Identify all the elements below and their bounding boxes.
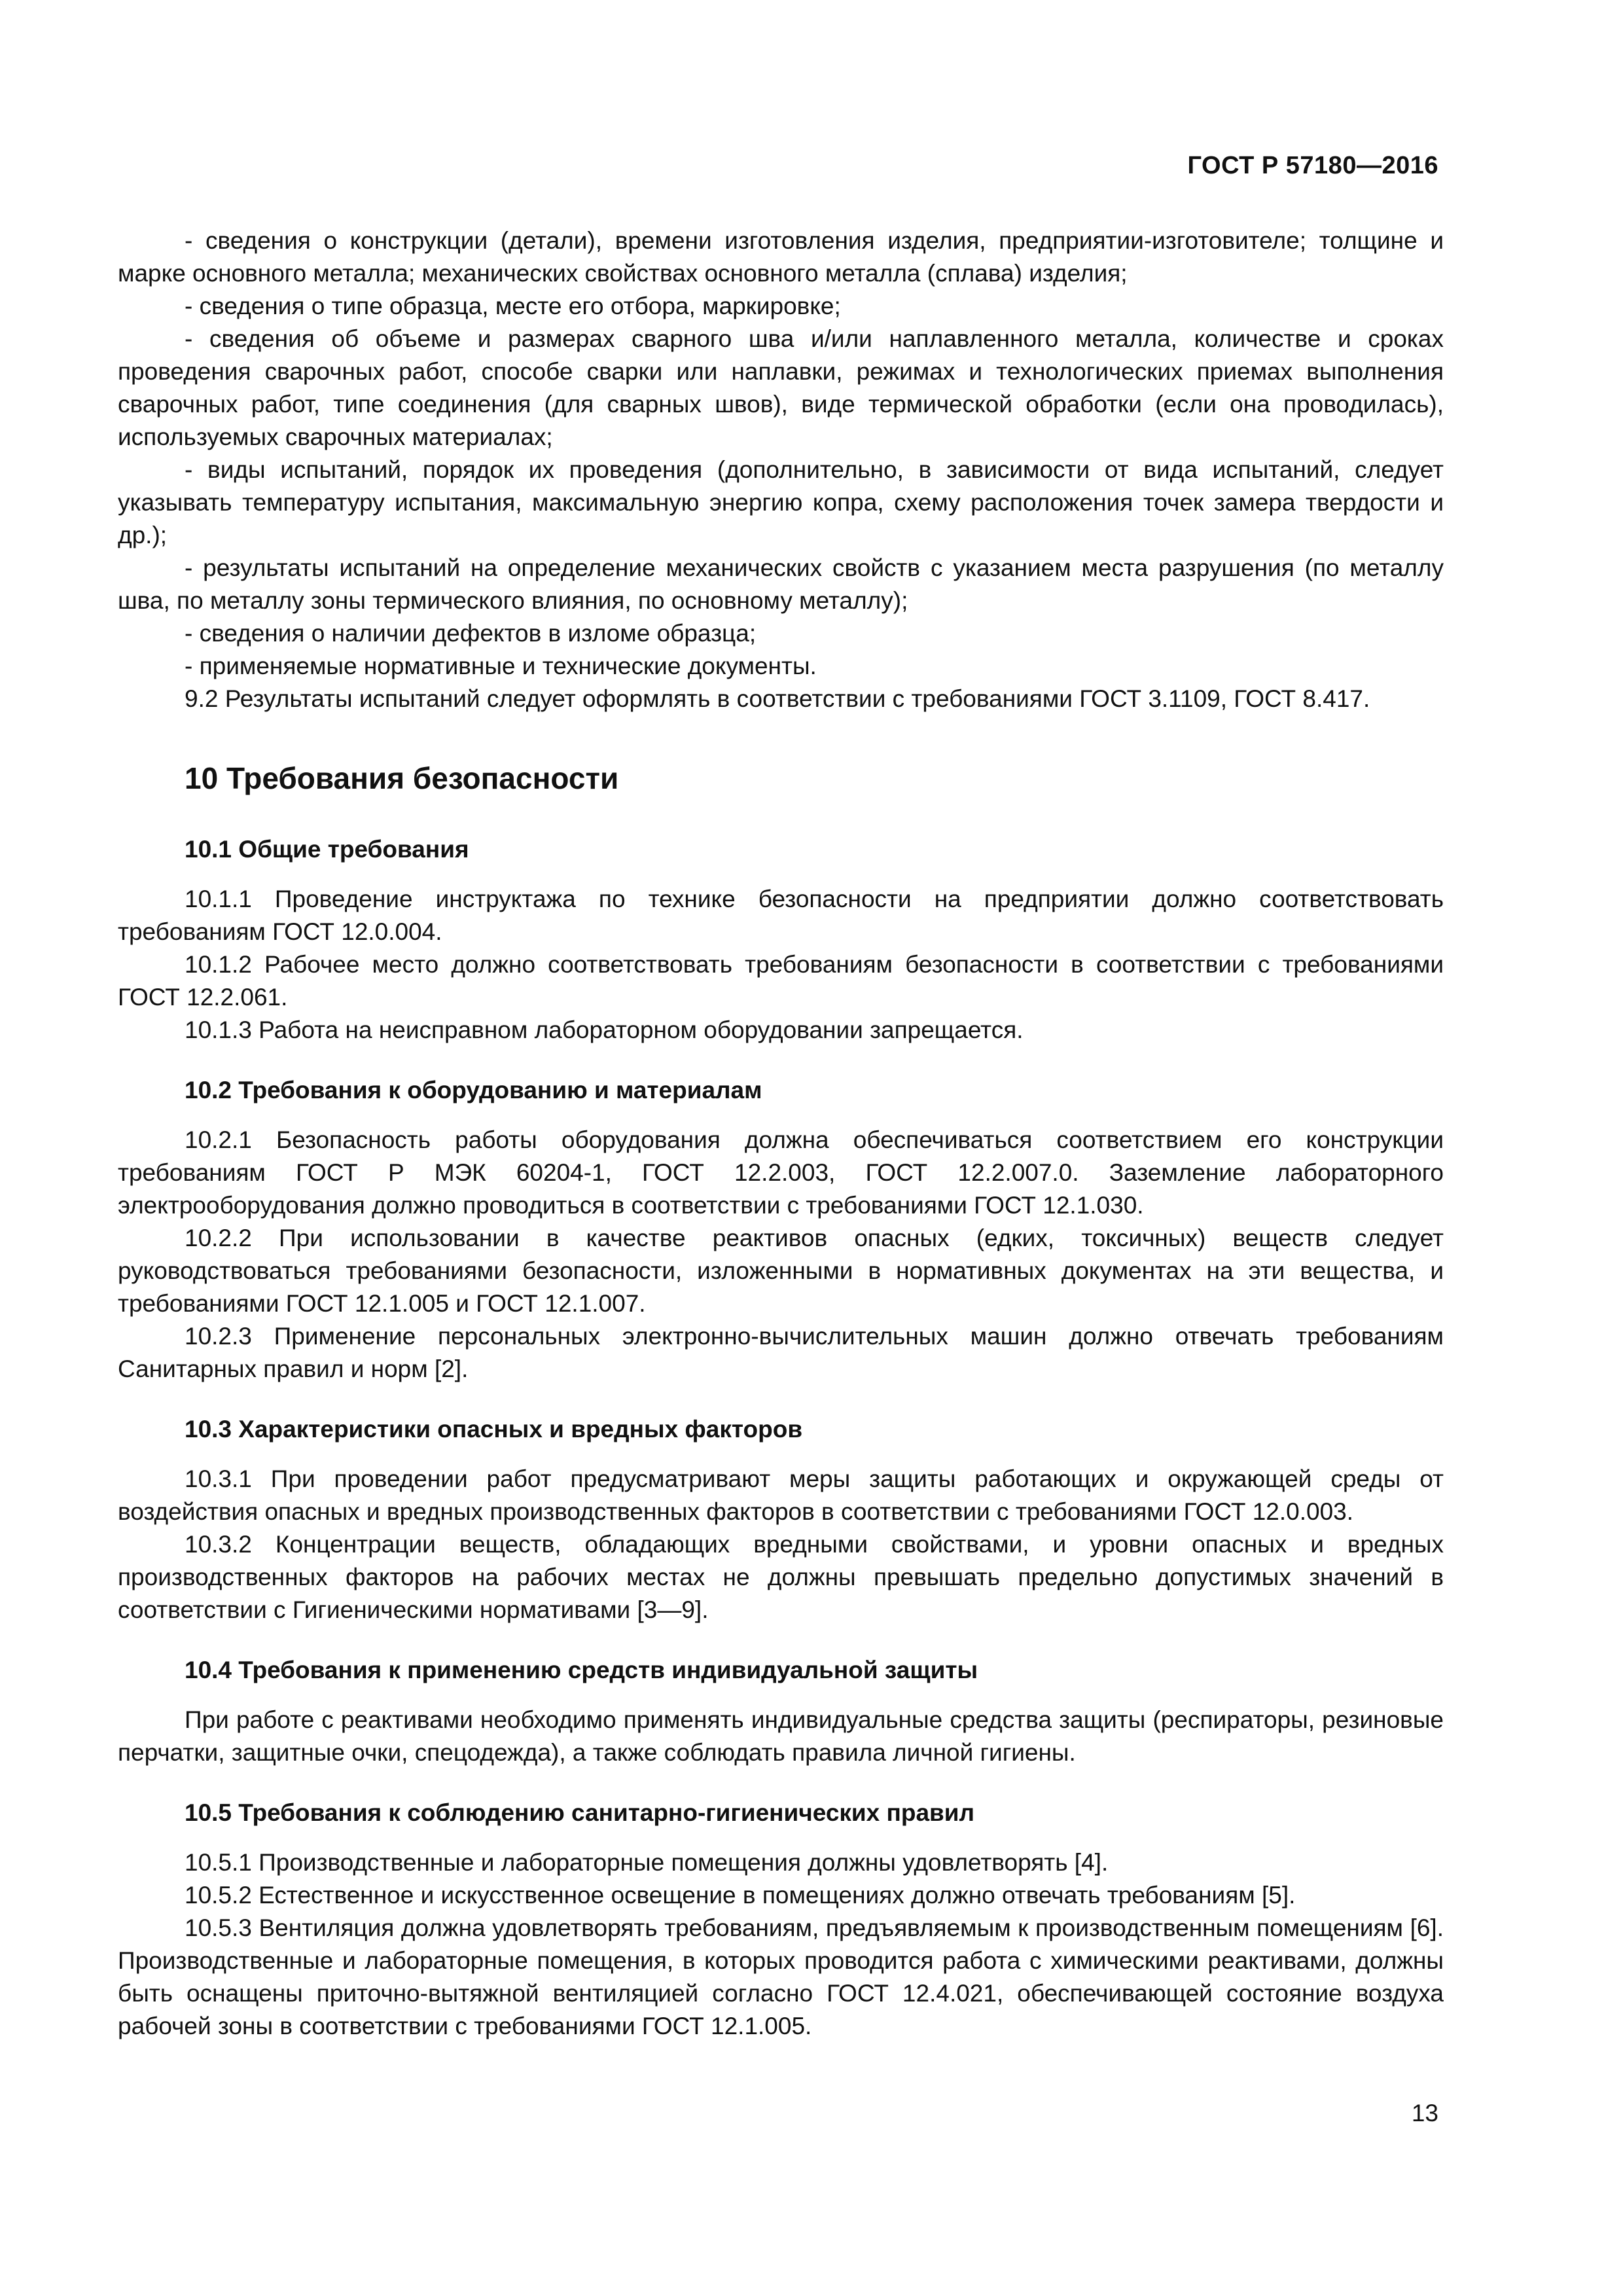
list-item: - результаты испытаний на определение механических свойств с указанием места разрушения (по металлу шва, по металлу зоны термического влияния, по основному металлу); — [118, 554, 1444, 614]
subsection-heading: 10.3 Характеристики опасных и вредных факторов — [185, 1416, 803, 1443]
list-item: - сведения о наличии дефектов в изломе образца; — [185, 620, 757, 647]
page-number: 13 — [1411, 2100, 1438, 2126]
subsection-heading: 10.5 Требования к соблюдению санитарно-гигиенических правил — [185, 1799, 975, 1826]
list-item: - применяемые нормативные и технические документы. — [185, 653, 817, 679]
paragraph: 10.1.3 Работа на неисправном лабораторном оборудовании запрещается. — [185, 1016, 1024, 1043]
paragraph: 10.5.1 Производственные и лабораторные помещения должны удовлетворять [4]. — [185, 1849, 1109, 1876]
paragraph: 10.5.3 Вентиляция должна удовлетворять требованиям, предъявляемым к производственным помещениям [6]. Производственные и лабораторные помещения, в которых проводится работа с химическими реактивами, должны быть оснащены приточно-вытяжной вентиляцией согласно ГОСТ 12.4.021, обеспечивающей состояние воздуха рабочей зоны в соответствии с требованиями ГОСТ 12.1.005. — [118, 1914, 1444, 2039]
list-item: - сведения об объеме и размерах сварного шва и/или наплавленного металла, количестве и сроках проведения сварочных работ, способе сварки или наплавки, режимах и технологических приемах выполнения сварочных работ, типе соединения (для сварных швов), виде термической обработки (если она проводилась), используемых сварочных материалах; — [118, 325, 1444, 450]
list-item: - сведения о конструкции (детали), времени изготовления изделия, предприятии-изготовителе; толщине и марке основного металла; механических свойствах основного металла (сплава) изделия; — [118, 227, 1444, 287]
paragraph: 10.2.1 Безопасность работы оборудования должна обеспечиваться соответствием его конструкции требованиям ГОСТ Р МЭК 60204-1, ГОСТ 12.2.003, ГОСТ 12.2.007.0. Заземление лабораторного электрооборудования должно проводиться в соответствии с требованиями ГОСТ 12.1.030. — [118, 1126, 1444, 1219]
paragraph: 10.2.3 Применение персональных электронно-вычислительных машин должно отвечать требованиям Санитарных правил и норм [2]. — [118, 1323, 1444, 1382]
page-content — [118, 224, 1444, 2043]
section-heading: 10 Требования безопасности — [185, 761, 619, 795]
subsection-heading: 10.2 Требования к оборудованию и материалам — [185, 1077, 762, 1103]
subsection-heading: 10.4 Требования к применению средств индивидуальной защиты — [185, 1657, 978, 1683]
paragraph: 10.3.1 При проведении работ предусматривают меры защиты работающих и окружающей среды от воздействия опасных и вредных производственных факторов в соответствии с требованиями ГОСТ 12.0.003. — [118, 1465, 1444, 1525]
clause-9-2: 9.2 Результаты испытаний следует оформлять в соответствии с требованиями ГОСТ 3.1109, ГОСТ 8.417. — [185, 685, 1370, 712]
paragraph: 10.3.2 Концентрации веществ, обладающих вредными свойствами, и уровни опасных и вредных производственных факторов на рабочих местах не должны превышать предельно допустимых значений в соответствии с Гигиеническими нормативами [3—9]. — [118, 1531, 1444, 1623]
paragraph: 10.2.2 При использовании в качестве реактивов опасных (едких, токсичных) веществ следует руководствоваться требованиями безопасности, изложенными в нормативных документах на эти вещества, и требованиями ГОСТ 12.1.005 и ГОСТ 12.1.007. — [118, 1225, 1444, 1317]
subsection-heading: 10.1 Общие требования — [185, 836, 469, 863]
paragraph: 10.5.2 Естественное и искусственное освещение в помещениях должно отвечать требованиям [5]. — [185, 1882, 1296, 1909]
paragraph: 10.1.1 Проведение инструктажа по технике безопасности на предприятии должно соответствовать требованиям ГОСТ 12.0.004. — [118, 886, 1444, 945]
paragraph: При работе с реактивами необходимо применять индивидуальные средства защиты (респираторы, резиновые перчатки, защитные очки, спецодежда), а также соблюдать правила личной гигиены. — [118, 1706, 1444, 1766]
running-header: ГОСТ Р 57180—2016 — [1187, 152, 1438, 179]
list-item: - сведения о типе образца, месте его отбора, маркировке; — [185, 293, 841, 319]
paragraph: 10.1.2 Рабочее место должно соответствовать требованиям безопасности в соответствии с требованиями ГОСТ 12.2.061. — [118, 951, 1444, 1011]
list-item: - виды испытаний, порядок их проведения (дополнительно, в зависимости от вида испытаний, следует указывать температуру испытания, максимальную энергию копра, схему расположения точек замера твердости и др.); — [118, 456, 1444, 548]
